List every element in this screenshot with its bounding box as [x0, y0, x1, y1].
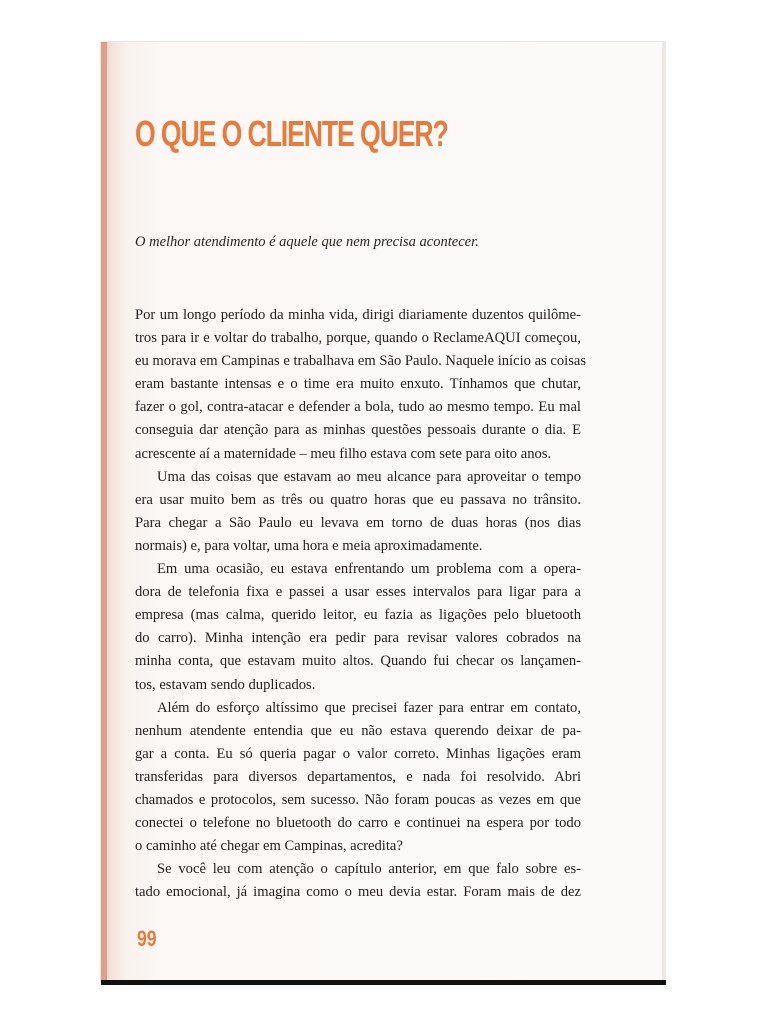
- body-line: tos, estavam sendo duplicados.: [135, 676, 316, 693]
- body-line: eram bastante intensas e o time era muito enxuto. Tínhamos que chutar,: [135, 376, 581, 393]
- body-line: Se você leu com atenção o capítulo anterior, em que falo sobre es-: [157, 861, 581, 878]
- scan-bottom-border: [101, 980, 666, 985]
- body-line: tros para ir e voltar do trabalho, porque, quando o ReclameAQUI começou,: [135, 330, 581, 347]
- body-line: fazer o gol, contra-atacar e defender a bola, tudo ao mesmo tempo. Eu mal: [135, 399, 581, 416]
- body-text: [135, 304, 587, 904]
- body-line: dora de telefonia fixa e passei a usar esses intervalos para ligar para a: [135, 584, 581, 601]
- page-number: 99: [137, 926, 157, 951]
- body-line: empresa (mas calma, querido leitor, eu fazia as ligações pelo bluetooth: [135, 607, 581, 624]
- body-line: era usar muito bem as três ou quatro horas que eu passava no trânsito.: [135, 491, 581, 508]
- body-line: conseguia dar atenção para as minhas questões pessoais durante o dia. E: [135, 422, 581, 439]
- body-line: gar a conta. Eu só queria pagar o valor correto. Minhas ligações eram: [135, 745, 581, 762]
- body-line: transferidas para diversos departamentos, e nada foi resolvido. Abri: [135, 768, 581, 785]
- body-line: chamados e protocolos, sem sucesso. Não foram poucas as vezes em que: [135, 791, 581, 808]
- chapter-title: O QUE O CLIENTE QUER?: [135, 113, 448, 154]
- body-line: Por um longo período da minha vida, dirigi diariamente duzentos quilôme-: [135, 307, 581, 323]
- body-line: normais) e, para voltar, uma hora e meia aproximadamente.: [135, 537, 483, 554]
- body-line: minha conta, que estavam muito altos. Quando fui checar os lançamen-: [135, 653, 581, 670]
- body-line: Em uma ocasião, eu estava enfrentando um problema com a opera-: [157, 561, 581, 578]
- body-line: do carro). Minha intenção era pedir para revisar valores cobrados na: [135, 630, 581, 647]
- page-spine-edge: [101, 42, 107, 982]
- chapter-epigraph: O melhor atendimento é aquele que nem precisa acontecer.: [135, 234, 479, 250]
- body-line: nenhum atendente entendia que eu não estava querendo deixar de pa-: [135, 722, 581, 739]
- body-line: acrescente aí a maternidade – meu filho estava com sete para oito anos.: [135, 445, 552, 462]
- body-line: o caminho até chegar em Campinas, acredita?: [135, 838, 403, 855]
- body-line: Uma das coisas que estavam ao meu alcance para aproveitar o tempo: [157, 468, 581, 485]
- body-line: conectei o telefone no bluetooth do carro e continuei na espera por todo: [135, 815, 581, 832]
- page-right-edge: [662, 42, 666, 982]
- body-line: tado emocional, já imagina como o meu devia estar. Foram mais de dez: [135, 884, 581, 901]
- body-line: eu morava em Campinas e trabalhava em São Paulo. Naquele início as coisas: [135, 353, 587, 370]
- body-line: Além do esforço altíssimo que precisei fazer para entrar em contato,: [157, 699, 581, 716]
- body-line: Para chegar a São Paulo eu levava em torno de duas horas (nos dias: [135, 514, 581, 531]
